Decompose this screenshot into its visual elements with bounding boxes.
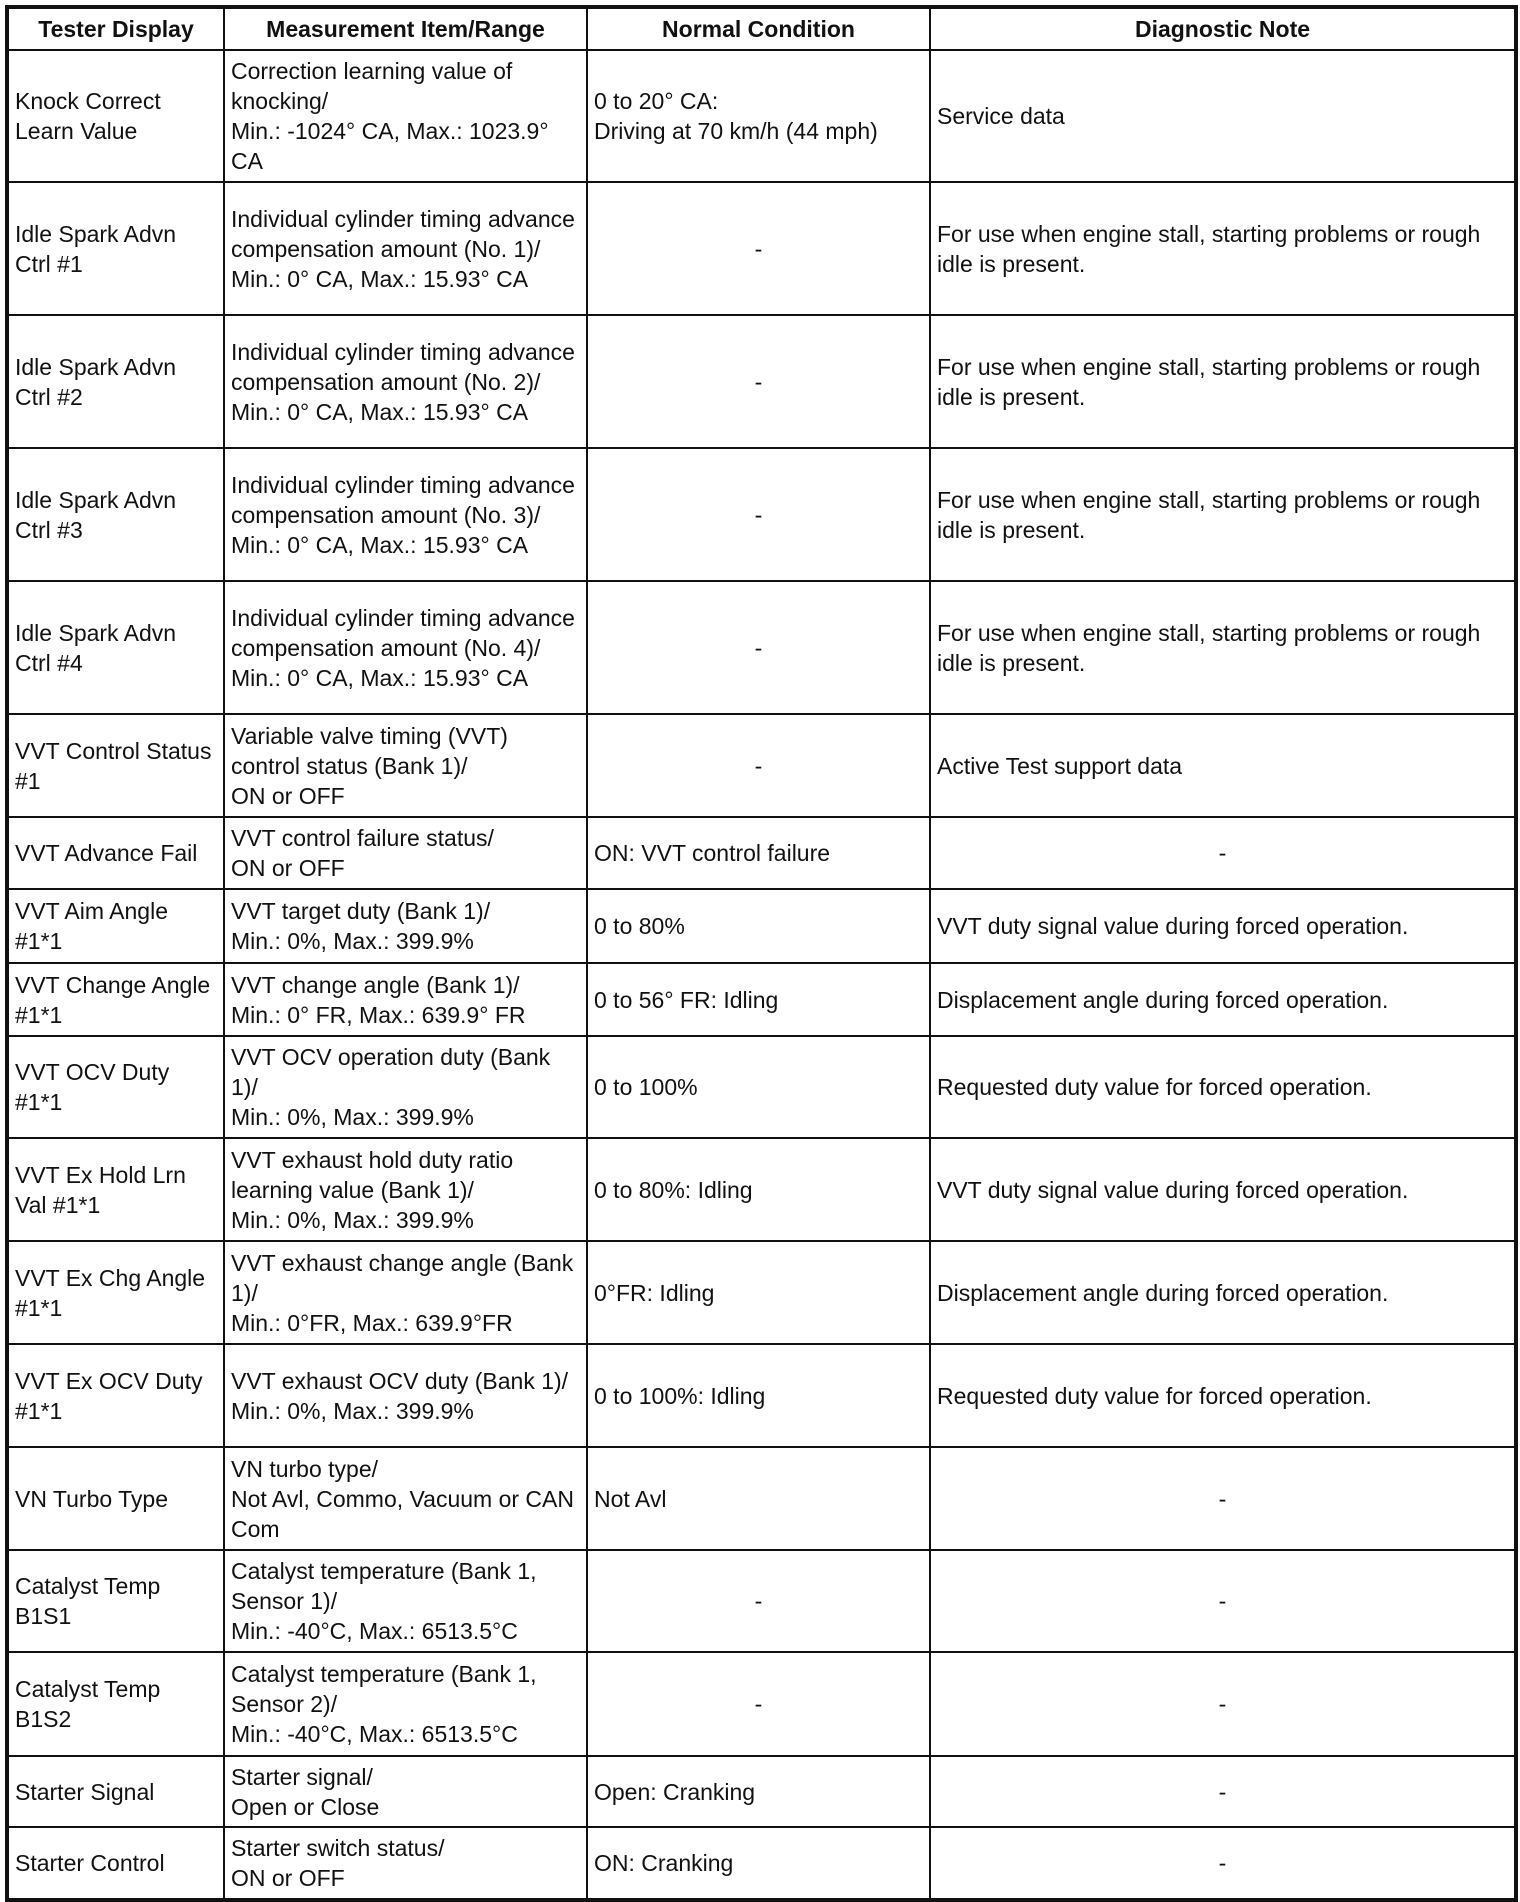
table-row (7, 1756, 1516, 1827)
diagnostic-note-cell: VVT duty signal value during forced operation. (930, 889, 1516, 963)
tester-display-cell: VVT OCV Duty #1*1 (7, 1036, 224, 1138)
normal-condition-cell: Not Avl (587, 1447, 930, 1550)
tester-display-cell: VVT Control Status #1 (7, 714, 224, 817)
normal-condition-cell: ON: VVT control failure (587, 817, 930, 889)
header-diagnostic-note: Diagnostic Note (930, 7, 1516, 50)
normal-condition-cell: 0 to 80%: Idling (587, 1138, 930, 1241)
tester-display-cell: Idle Spark Advn Ctrl #1 (7, 182, 224, 315)
diagnostic-note-cell: Service data (930, 50, 1516, 182)
normal-condition-cell: - (587, 1550, 930, 1652)
diagnostic-note-cell: For use when engine stall, starting problems or rough idle is present. (930, 581, 1516, 714)
table-row (7, 1344, 1516, 1447)
table-row (7, 50, 1516, 182)
diagnostic-note-cell: - (930, 1756, 1516, 1827)
tester-display-cell: Knock Correct Learn Value (7, 50, 224, 182)
table-row (7, 1138, 1516, 1241)
measurement-item-cell: VVT control failure status/ ON or OFF (224, 817, 587, 889)
diagnostic-note-cell: For use when engine stall, starting problems or rough idle is present. (930, 315, 1516, 448)
table-row (7, 581, 1516, 714)
normal-condition-cell: 0 to 100%: Idling (587, 1344, 930, 1447)
table-row (7, 889, 1516, 963)
table-row (7, 448, 1516, 581)
diagnostic-note-cell: For use when engine stall, starting problems or rough idle is present. (930, 448, 1516, 581)
tester-display-cell: Idle Spark Advn Ctrl #4 (7, 581, 224, 714)
diagnostic-note-cell: Displacement angle during forced operation. (930, 963, 1516, 1036)
table-row (7, 182, 1516, 315)
normal-condition-cell: 0 to 100% (587, 1036, 930, 1138)
normal-condition-cell: - (587, 448, 930, 581)
measurement-item-cell: Individual cylinder timing advance compensation amount (No. 3)/ Min.: 0° CA, Max.: 15.93° CA (224, 448, 587, 581)
table-row (7, 1652, 1516, 1756)
tester-display-cell: VVT Ex Hold Lrn Val #1*1 (7, 1138, 224, 1241)
table-row (7, 1827, 1516, 1900)
measurement-item-cell: Correction learning value of knocking/ Min.: -1024° CA, Max.: 1023.9° CA (224, 50, 587, 182)
measurement-item-cell: VN turbo type/ Not Avl, Commo, Vacuum or CAN Com (224, 1447, 587, 1550)
diagnostic-note-cell: Active Test support data (930, 714, 1516, 817)
normal-condition-cell: - (587, 315, 930, 448)
measurement-item-cell: VVT change angle (Bank 1)/ Min.: 0° FR, Max.: 639.9° FR (224, 963, 587, 1036)
measurement-item-cell: Starter signal/ Open or Close (224, 1756, 587, 1827)
table-row (7, 315, 1516, 448)
measurement-item-cell: VVT exhaust change angle (Bank 1)/ Min.: 0°FR, Max.: 639.9°FR (224, 1241, 587, 1344)
measurement-item-cell: Starter switch status/ ON or OFF (224, 1827, 587, 1900)
diagnostic-note-cell: - (930, 1447, 1516, 1550)
header-row (7, 7, 1516, 50)
measurement-item-cell: Catalyst temperature (Bank 1, Sensor 1)/ Min.: -40°C, Max.: 6513.5°C (224, 1550, 587, 1652)
table-row (7, 1036, 1516, 1138)
normal-condition-cell: - (587, 182, 930, 315)
diagnostic-note-cell: - (930, 1827, 1516, 1900)
tester-display-cell: Starter Signal (7, 1756, 224, 1827)
normal-condition-cell: ON: Cranking (587, 1827, 930, 1900)
measurement-item-cell: Individual cylinder timing advance compensation amount (No. 2)/ Min.: 0° CA, Max.: 15.93° CA (224, 315, 587, 448)
measurement-item-cell: Individual cylinder timing advance compensation amount (No. 1)/ Min.: 0° CA, Max.: 15.93° CA (224, 182, 587, 315)
header-measurement-item: Measurement Item/Range (224, 7, 587, 50)
table-row (7, 714, 1516, 817)
measurement-item-cell: VVT target duty (Bank 1)/ Min.: 0%, Max.: 399.9% (224, 889, 587, 963)
diagnostic-note-cell: - (930, 1652, 1516, 1756)
normal-condition-cell: 0 to 80% (587, 889, 930, 963)
normal-condition-cell: - (587, 1652, 930, 1756)
tester-display-cell: VVT Ex Chg Angle #1*1 (7, 1241, 224, 1344)
tester-data-table (5, 5, 1518, 1902)
tester-display-cell: VVT Change Angle #1*1 (7, 963, 224, 1036)
table-row (7, 1241, 1516, 1344)
table-row (7, 963, 1516, 1036)
diagnostic-note-cell: Displacement angle during forced operation. (930, 1241, 1516, 1344)
tester-display-cell: Idle Spark Advn Ctrl #3 (7, 448, 224, 581)
diagnostic-note-cell: Requested duty value for forced operation. (930, 1036, 1516, 1138)
tester-display-cell: Starter Control (7, 1827, 224, 1900)
measurement-item-cell: Catalyst temperature (Bank 1, Sensor 2)/ Min.: -40°C, Max.: 6513.5°C (224, 1652, 587, 1756)
diagnostic-note-cell: For use when engine stall, starting problems or rough idle is present. (930, 182, 1516, 315)
measurement-item-cell: Individual cylinder timing advance compensation amount (No. 4)/ Min.: 0° CA, Max.: 15.93° CA (224, 581, 587, 714)
tester-display-cell: VVT Ex OCV Duty #1*1 (7, 1344, 224, 1447)
normal-condition-cell: 0°FR: Idling (587, 1241, 930, 1344)
normal-condition-cell: - (587, 714, 930, 817)
header-normal-condition: Normal Condition (587, 7, 930, 50)
table-row (7, 817, 1516, 889)
tester-display-cell: VVT Advance Fail (7, 817, 224, 889)
measurement-item-cell: VVT exhaust OCV duty (Bank 1)/ Min.: 0%, Max.: 399.9% (224, 1344, 587, 1447)
diagnostic-note-cell: VVT duty signal value during forced operation. (930, 1138, 1516, 1241)
header-tester-display: Tester Display (7, 7, 224, 50)
normal-condition-cell: 0 to 20° CA: Driving at 70 km/h (44 mph) (587, 50, 930, 182)
tester-display-cell: Catalyst Temp B1S1 (7, 1550, 224, 1652)
tester-display-cell: Catalyst Temp B1S2 (7, 1652, 224, 1756)
normal-condition-cell: 0 to 56° FR: Idling (587, 963, 930, 1036)
diagnostic-note-cell: - (930, 817, 1516, 889)
measurement-item-cell: VVT exhaust hold duty ratio learning value (Bank 1)/ Min.: 0%, Max.: 399.9% (224, 1138, 587, 1241)
diagnostic-note-cell: Requested duty value for forced operation. (930, 1344, 1516, 1447)
tester-display-cell: VVT Aim Angle #1*1 (7, 889, 224, 963)
table-row (7, 1447, 1516, 1550)
normal-condition-cell: - (587, 581, 930, 714)
tester-display-cell: Idle Spark Advn Ctrl #2 (7, 315, 224, 448)
tester-display-cell: VN Turbo Type (7, 1447, 224, 1550)
measurement-item-cell: VVT OCV operation duty (Bank 1)/ Min.: 0%, Max.: 399.9% (224, 1036, 587, 1138)
measurement-item-cell: Variable valve timing (VVT) control status (Bank 1)/ ON or OFF (224, 714, 587, 817)
normal-condition-cell: Open: Cranking (587, 1756, 930, 1827)
diagnostic-note-cell: - (930, 1550, 1516, 1652)
table-row (7, 1550, 1516, 1652)
